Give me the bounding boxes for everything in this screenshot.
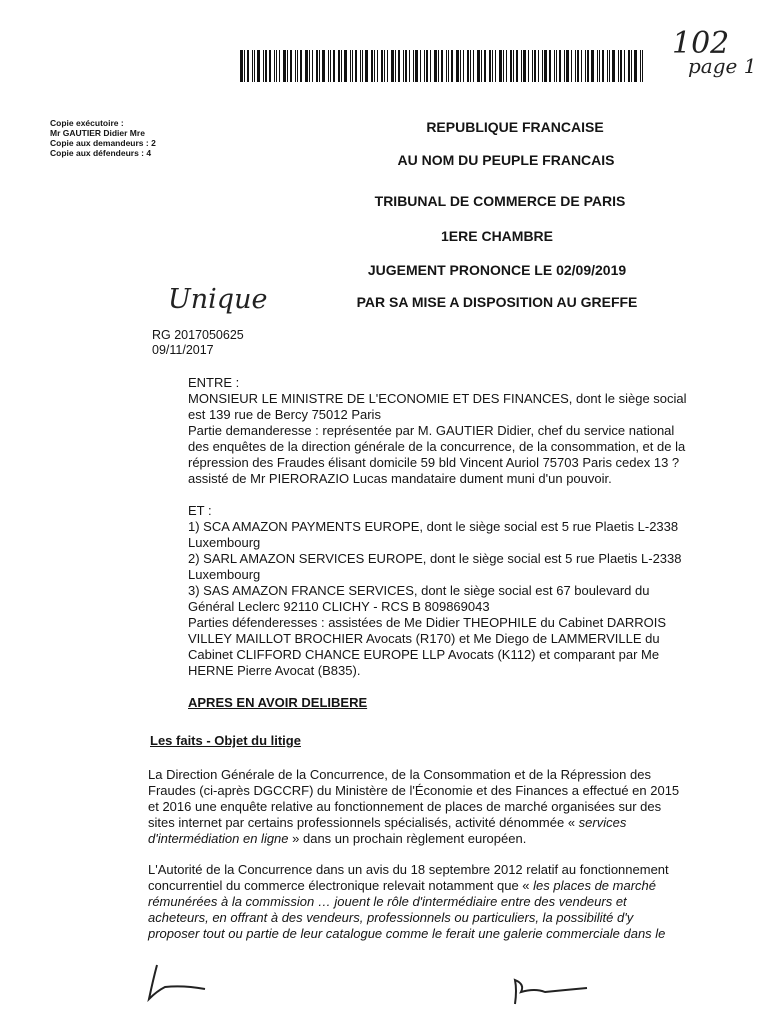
- barcode-bar: [554, 50, 555, 82]
- barcode-bar: [528, 50, 529, 82]
- apres-heading: APRES EN AVOIR DELIBERE: [188, 695, 368, 710]
- plaintiff-representation: Partie demanderesse : représentée par M. GAUTIER Didier, chef du service national des enquêtes de la direction générale de la concurrence, de la consommation, et de la répression des Fraudes élisant domicile 59 bld Vincent Auriol 75703 Paris cedex 13 ? assisté de Mr PIERORAZIO Lucas mandataire dument muni d'un pouvoir.: [188, 423, 686, 486]
- defendant-3: 3) SAS AMAZON FRANCE SERVICES, dont le siège social est 67 boulevard du Général Leclerc 92110 CLICHY - RCS B 809869043: [188, 583, 650, 614]
- barcode-bar: [279, 50, 280, 82]
- barcode-bar: [597, 50, 598, 82]
- page-number-handwritten: 102: [672, 26, 730, 61]
- barcode-bar: [269, 50, 271, 82]
- barcode-bar: [510, 50, 512, 82]
- barcode-bar: [542, 50, 543, 82]
- barcode-bar: [640, 50, 641, 82]
- barcode-bar: [516, 50, 518, 82]
- barcode-bar: [503, 50, 504, 82]
- barcode-bar: [456, 50, 459, 82]
- barcode-bar: [328, 50, 329, 82]
- case-rg: RG 2017050625: [152, 328, 244, 342]
- copy-line: Copie aux défendeurs : 4: [50, 148, 152, 158]
- barcode-bar: [290, 50, 292, 82]
- barcode-bar: [577, 50, 579, 82]
- barcode-bar: [254, 50, 255, 82]
- barcode-bar: [470, 50, 471, 82]
- barcode-bar: [362, 50, 363, 82]
- barcode-bar: [415, 50, 418, 82]
- barcode-bar: [371, 50, 373, 82]
- barcode-bar: [460, 50, 461, 82]
- barcode-bar: [602, 50, 604, 82]
- barcode-bar: [559, 50, 561, 82]
- barcode-bar: [295, 50, 296, 82]
- barcode-bar: [244, 50, 245, 82]
- barcode-bar: [265, 50, 267, 82]
- barcode-bar: [322, 50, 325, 82]
- barcode-bar: [316, 50, 318, 82]
- barcode-bar: [581, 50, 582, 82]
- barcode-bar: [609, 50, 610, 82]
- barcode-bar: [434, 50, 437, 82]
- barcode-bar: [556, 50, 557, 82]
- barcode-bar: [309, 50, 310, 82]
- copy-line: Copie aux demandeurs : 2: [50, 138, 156, 148]
- barcode-bar: [430, 50, 431, 82]
- faits-paragraph-1: La Direction Générale de la Concurrence, de la Consommation et de la Répression des Fraudes (ci-après DGCCRF) du Ministère de l'Économie et des Finances a effectué en 2015 et 2016 une enquête relative au fonctionnement de places de marché organisées sur des sites internet par certains professionnels spécialisés, activité dénommée « services d'intermédiation en ligne » dans un prochain règlement européen.: [148, 767, 680, 846]
- barcode-bar: [451, 50, 453, 82]
- barcode-bar: [287, 50, 288, 82]
- barcode-bar: [344, 50, 347, 82]
- barcode-bar: [276, 50, 277, 82]
- barcode-bar: [312, 50, 313, 82]
- barcode-bar: [513, 50, 514, 82]
- barcode-bar: [521, 50, 522, 82]
- parties-section: [188, 375, 738, 711]
- barcode-bar: [591, 50, 594, 82]
- signature-left: [135, 955, 215, 1005]
- barcode-bar: [477, 50, 480, 82]
- barcode-bar: [300, 50, 302, 82]
- barcode-bar: [297, 50, 298, 82]
- barcode-bar: [240, 50, 243, 82]
- barcode-bar: [628, 50, 630, 82]
- barcode-bar: [642, 50, 643, 82]
- barcode-bar: [413, 50, 414, 82]
- barcode-bar: [467, 50, 469, 82]
- header-disposition: PAR SA MISE A DISPOSITION AU GREFFE: [356, 294, 638, 310]
- barcode-bar: [446, 50, 447, 82]
- case-date: 09/11/2017: [152, 343, 214, 357]
- barcode-bar: [405, 50, 407, 82]
- defendant-1: 1) SCA AMAZON PAYMENTS EUROPE, dont le siège social est 5 rue Plaetis L-2338 Luxembourg: [188, 519, 679, 550]
- barcode-bar: [484, 50, 486, 82]
- barcode-bar: [247, 50, 249, 82]
- barcode-bar: [274, 50, 275, 82]
- defendant-representation: Parties défenderesses : assistées de Me Didier THEOPHILE du Cabinet DARROIS VILLEY MAILLOT BROCHIER Avocats (R170) et Me Diego de LAMMERVILLE du Cabinet CLIFFORD CHANCE EUROPE LLP Avocats (K112) et comparant par Me HERNE Pierre Avocat (B835).: [188, 615, 667, 678]
- barcode-bar: [391, 50, 394, 82]
- barcode-bar: [538, 50, 539, 82]
- barcode-bar: [441, 50, 443, 82]
- barcode-bar: [495, 50, 496, 82]
- barcode-bar: [587, 50, 589, 82]
- barcode-bar: [395, 50, 396, 82]
- barcode-bar: [409, 50, 410, 82]
- barcode-bar: [534, 50, 536, 82]
- barcode-bar: [341, 50, 342, 82]
- header-court: TRIBUNAL DE COMMERCE DE PARIS: [374, 193, 626, 209]
- barcode-bar: [506, 50, 507, 82]
- barcode-bar: [257, 50, 260, 82]
- header-chamber: 1ERE CHAMBRE: [440, 228, 554, 244]
- barcode-bar: [463, 50, 464, 82]
- barcode-bar: [544, 50, 547, 82]
- barcode-bar: [631, 50, 632, 82]
- barcode-bar: [523, 50, 526, 82]
- barcode-bar: [564, 50, 565, 82]
- barcode-bar: [499, 50, 502, 82]
- barcode-bar: [448, 50, 449, 82]
- barcode-bar: [426, 50, 428, 82]
- signature-right: [505, 968, 595, 1008]
- header-people: AU NOM DU PEUPLE FRANCAIS: [397, 152, 615, 168]
- barcode-bar: [283, 50, 286, 82]
- plaintiff-text: MONSIEUR LE MINISTRE DE L'ECONOMIE ET DES FINANCES, dont le siège social est 139 rue de Bercy 75012 Paris: [188, 391, 687, 422]
- barcode-bar: [607, 50, 608, 82]
- barcode-bar: [532, 50, 533, 82]
- barcode-bar: [403, 50, 404, 82]
- barcode-bar: [350, 50, 351, 82]
- barcode-bar: [252, 50, 253, 82]
- barcode-bar: [489, 50, 491, 82]
- barcode-bar: [365, 50, 368, 82]
- barcode-bar: [352, 50, 353, 82]
- barcode-bar: [398, 50, 400, 82]
- et-label: ET :: [188, 503, 212, 518]
- barcode-bar: [381, 50, 383, 82]
- barcode-bar: [599, 50, 600, 82]
- barcode-bar: [333, 50, 335, 82]
- copy-line: Mr GAUTIER Didier Mre: [50, 128, 145, 138]
- barcode-bar: [575, 50, 576, 82]
- barcode-bar: [481, 50, 482, 82]
- header-republic: REPUBLIQUE FRANCAISE: [426, 119, 604, 135]
- barcode-bar: [360, 50, 361, 82]
- barcode-bar: [624, 50, 625, 82]
- barcode-bar: [473, 50, 474, 82]
- entre-label: ENTRE :: [188, 375, 240, 390]
- barcode-bar: [618, 50, 619, 82]
- barcode-bar: [384, 50, 385, 82]
- copies-block: [50, 118, 156, 158]
- barcode-bar: [549, 50, 551, 82]
- barcode-bar: [355, 50, 357, 82]
- barcode: [240, 50, 652, 82]
- barcode-bar: [319, 50, 320, 82]
- barcode-bar: [338, 50, 340, 82]
- handwritten-unique: Unique: [168, 284, 268, 315]
- barcode-bar: [612, 50, 615, 82]
- barcode-bar: [571, 50, 572, 82]
- barcode-bar: [634, 50, 637, 82]
- page-label-handwritten: page 1: [688, 54, 757, 78]
- barcode-bar: [387, 50, 388, 82]
- barcode-bar: [585, 50, 586, 82]
- defendant-2: 2) SARL AMAZON SERVICES EUROPE, dont le siège social est 5 rue Plaetis L-2338 Luxembourg: [188, 551, 682, 582]
- faits-paragraph-2: L'Autorité de la Concurrence dans un avis du 18 septembre 2012 relatif au fonctionnement concurrentiel du commerce électronique relevait notamment que « les places de marché rémunérées à la commission … jouent le rôle d'intermédiaire entre des vendeurs et acheteurs, en offrant à des vendeurs, professionnels ou particuliers, la possibilité d'y proposer tout ou partie de leur catalogue comme le ferait une galerie commerciale dans le: [148, 862, 669, 941]
- barcode-bar: [492, 50, 493, 82]
- barcode-bar: [330, 50, 331, 82]
- header-judgment: JUGEMENT PRONONCE LE 02/09/2019: [367, 262, 627, 278]
- barcode-bar: [620, 50, 622, 82]
- barcode-bar: [566, 50, 569, 82]
- copy-line: Copie exécutoire :: [50, 118, 124, 128]
- barcode-bar: [263, 50, 264, 82]
- faits-title: Les faits - Objet du litige: [150, 733, 301, 748]
- barcode-bar: [420, 50, 421, 82]
- barcode-bar: [305, 50, 308, 82]
- barcode-bar: [424, 50, 425, 82]
- barcode-bar: [438, 50, 439, 82]
- barcode-bar: [377, 50, 378, 82]
- barcode-bar: [374, 50, 375, 82]
